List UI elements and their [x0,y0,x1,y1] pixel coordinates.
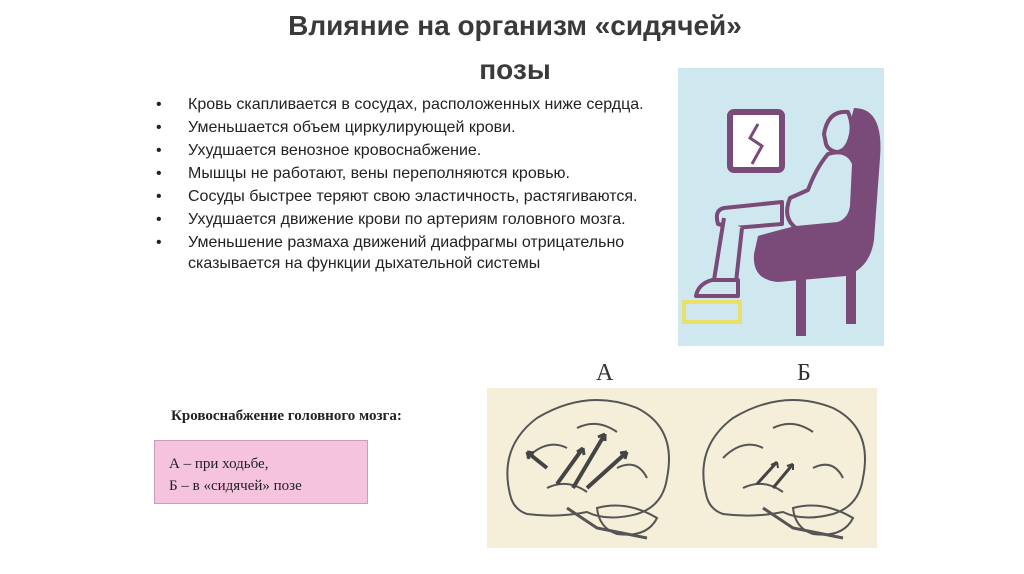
sitting-person-illustration [678,68,884,346]
bullet-item: • Ухудшается движение крови по артериям головного мозга. [150,209,670,230]
bullet-item: • Кровь скапливается в сосудах, расположенных ниже сердца. [150,94,670,115]
brain-caption: Кровоснабжение головного мозга: [171,408,402,424]
bullet-item: • Уменьшение размаха движений диафрагмы отрицательно сказывается на функции дыхательной системы [150,232,670,274]
seat-leg [846,264,856,324]
bullet-list [150,94,670,276]
legend-box [154,440,368,504]
label-b: Б [797,360,811,386]
bullet-item: • Мышцы не работают, вены переполняются кровью. [150,163,670,184]
bullet-item: • Уменьшается объем циркулирующей крови. [150,117,670,138]
brain-diagrams [487,388,877,548]
title-line-1: Влияние на организм «сидячей» [288,10,742,41]
legend-line-b: Б – в «сидячей» позе [169,478,302,494]
legend-line-a: А – при ходьбе, [169,456,269,472]
bullet-item: • Ухудшается венозное кровоснабжение. [150,140,670,161]
seat-leg [796,276,806,336]
title-line-2: позы [479,54,551,85]
bullet-item: • Сосуды быстрее теряют свою эластичность, растягиваются. [150,186,670,207]
label-a: А [596,360,614,386]
